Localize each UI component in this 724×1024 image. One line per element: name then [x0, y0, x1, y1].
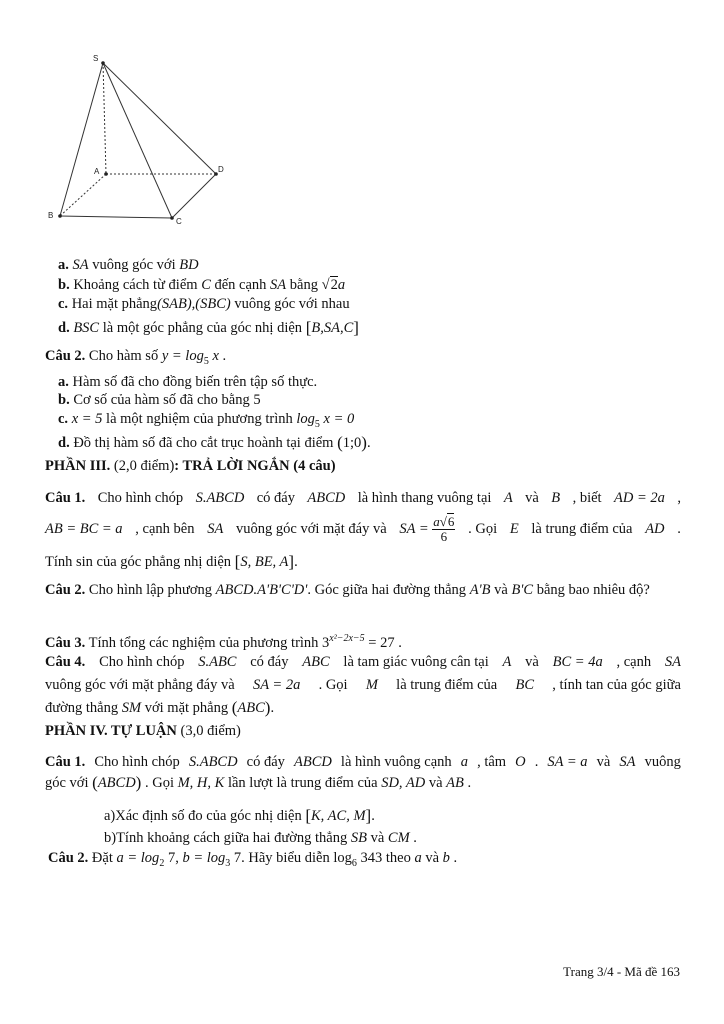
p3-q4-line2: vuông góc với mặt phẳng đáy và SA = 2a . Gọi M là trung điểm của BC , tính tan của góc giữa — [45, 677, 681, 693]
p3-q1-line3: Tính sin của góc phẳng nhị diện [S, BE, A]. — [45, 552, 298, 571]
q2-option-c: c. x = 5 là một nghiệm của phương trình $\log_5 x = 0$ — [58, 411, 355, 430]
page-footer: Trang 3/4 - Mã đề 163 — [563, 964, 680, 979]
q1-option-d: d. BSC là một góc phẳng của góc nhị diện [B,SA,C] — [58, 318, 359, 337]
label-a: A — [94, 167, 100, 176]
edge-sc — [103, 63, 172, 218]
edge-ab — [60, 174, 106, 216]
p4-q1-part-b: b)Tính khoảng cách giữa hai đường thẳng SB và CM . — [104, 830, 417, 846]
q1-option-c: c. Hai mặt phẳng(SAB),(SBC) vuông góc với nhau — [58, 296, 350, 312]
p4-q1-line1: Câu 1. Cho hình chóp S.ABCD có đáy ABCD là hình vuông cạnh a , tâm O . SA = a và SA vuông — [45, 754, 681, 770]
part-iii-heading: PHẦN III. (2,0 điểm): TRẢ LỜI NGẮN (4 câu) — [45, 458, 336, 474]
p4-q2: Câu 2. Đặt $a = \log_2 7$, $b = \log_3 7$. Hãy biểu diễn $\log_6 343$ theo a và b . — [48, 850, 458, 869]
p3-q4-line3: đường thẳng SM với mặt phẳng (ABC). — [45, 698, 275, 717]
edge-bc — [60, 216, 172, 218]
q2-option-d: d. Đồ thị hàm số đã cho cắt trục hoành tại điểm (1;0). — [58, 433, 371, 452]
sa-fraction: SA = $\frac{a√6}{6}$ — [399, 513, 455, 544]
point-a — [104, 172, 108, 176]
point-s — [101, 61, 105, 65]
p3-q1-line2: AB = BC = a , cạnh bên SA vuông góc với mặt đáy và SA = $\frac{a√6}{6}$ . Gọi E là trung điểm của AD . — [45, 513, 681, 544]
q2-statement: Câu 2. Cho hàm số $y = \log_5 x$ . — [45, 348, 227, 367]
point-b — [58, 214, 62, 218]
q2-option-b: b. Cơ số của hàm số đã cho bằng 5 — [58, 392, 261, 408]
label-s: S — [93, 54, 99, 63]
sqrt-value: √2a — [321, 277, 346, 293]
label-b: B — [48, 211, 54, 220]
q2-option-a: a. Hàm số đã cho đồng biến trên tập số thực. — [58, 374, 318, 390]
point-c — [170, 216, 174, 220]
pyramid-figure — [40, 48, 240, 228]
p3-q4-line1: Câu 4. Cho hình chóp S.ABC có đáy ABC là tam giác vuông cân tại A và BC = 4a , cạnh SA — [45, 654, 681, 670]
edge-sd — [103, 63, 216, 174]
p3-q3: Câu 3. Tính tổng các nghiệm của phương trình $3^{x^2-2x-5} = 27$ . — [45, 633, 402, 651]
p4-q1-line2: góc với (ABCD) . Gọi M, H, K lần lượt là trung điểm của SD, AD và AB . — [45, 773, 472, 792]
edge-cd — [172, 174, 216, 218]
part-iv-heading: PHẦN IV. TỰ LUẬN (3,0 điểm) — [45, 723, 241, 739]
edge-sb — [60, 63, 103, 216]
q1-option-a: a. SA vuông góc với BD — [58, 257, 199, 273]
p4-q1-part-a: a)Xác định số đo của góc nhị diện [K, AC, M]. — [104, 806, 375, 825]
q1-option-b: b. Khoảng cách từ điểm C đến cạnh SA bằng √2a — [58, 277, 346, 293]
label-c: C — [176, 217, 182, 226]
p3-q1-line1: Câu 1. Cho hình chóp S.ABCD có đáy ABCD là hình thang vuông tại A và B , biết AD = 2a , — [45, 490, 681, 506]
label-d: D — [218, 165, 224, 174]
p3-q2: Câu 2. Cho hình lập phương ABCD.A'B'C'D'. Góc giữa hai đường thẳng A'B và B'C bằng bao nhiêu độ? — [45, 582, 650, 598]
edge-sa — [103, 63, 106, 174]
